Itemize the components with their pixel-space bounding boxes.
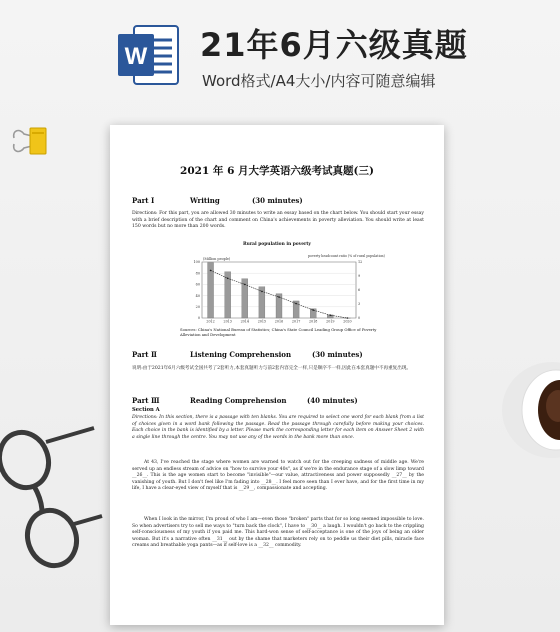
binder-clip-icon: [10, 124, 50, 158]
ratio-point: [312, 309, 314, 311]
ratio-point: [244, 284, 246, 286]
ratio-point: [227, 278, 229, 280]
y-tick-label: 0: [197, 316, 200, 321]
x-tick-label: 2014: [240, 319, 249, 324]
x-tick-label: 2017: [291, 319, 301, 324]
passage-paragraph-2: When I look in the mirror, I'm proud of who I am—even those "broken" parts that for so long seemed impossible to love. So when advertisers try to sell me ways to "turn back the clock", I have to __30__ a laugh. I wouldn't go back to the crippling self-consciousness of my youth if you paid me. This hard-won sense of self-acceptance is one of the joys of being an older woman. But it's a narrative often __31__ out by the shame that marketers rely on to peddle us their diet pills, miracle face creams and breathable yoga pants—as if self-love is a __32__ commodity.: [132, 517, 424, 549]
y2-tick-label: 9: [358, 274, 361, 279]
y2-tick-label: 12: [358, 260, 363, 265]
y-tick-label: 40: [195, 293, 200, 298]
part1-minutes: (30 minutes): [252, 196, 303, 205]
directions-reading: Directions: In this section, there is a passage with ten blanks. You are required to select one word for each blank from a list of choices given in a word bank following the passage. Read the passage through carefully before making your choices. Each choice in the bank is identified by a letter. Please mark the corresponding letter for each item on Answer Sheet 2 with a single line through the centre. You may not use any of the words in the bank more than once.: [132, 415, 424, 440]
y2-tick-label: 6: [358, 288, 361, 293]
poverty-chart: [180, 248, 385, 328]
y-tick-label: 100: [193, 260, 200, 265]
glasses-icon: [0, 420, 104, 590]
part2-label: Part Ⅱ: [132, 350, 157, 359]
ratio-point: [347, 317, 349, 319]
y-tick-label: 60: [195, 282, 200, 287]
document-title: 2021 年 6 月大学英语六级考试真题(三): [180, 165, 374, 177]
directions-writing: Directions: For this part, you are allowed 30 minutes to write an essay based on the chart below. You should start your essay with a brief description of the chart and comment on China's achievements in poverty alleviation. You should write at least 150 words but no more than 200 words.: [132, 211, 424, 230]
y-axis-label: (Million people): [203, 257, 231, 261]
ratio-point: [210, 270, 212, 272]
x-tick-label: 2013: [223, 319, 232, 324]
document-page: [110, 125, 444, 625]
part1-label: Part Ⅰ: [132, 196, 155, 205]
page-title: 21年6月六级真题: [200, 26, 468, 64]
part2-minutes: (30 minutes): [312, 350, 363, 359]
coffee-cup-icon: [500, 360, 560, 460]
word-app-icon: [116, 22, 182, 88]
x-tick-label: 2012: [206, 319, 215, 324]
chart-title: Rural population in poverty: [243, 242, 311, 247]
x-tick-label: 2018: [309, 319, 318, 324]
chart-source: Sources: China's National Bureau of Statistics; China's State Council Leading Group Office of Poverty Alleviation and Development: [180, 327, 377, 337]
ratio-point: [330, 314, 332, 316]
part3-label: Part Ⅲ: [132, 396, 160, 405]
y-tick-label: 80: [195, 271, 200, 276]
y-tick-label: 20: [195, 305, 200, 309]
ratio-point: [295, 303, 297, 305]
listening-note: 说明:由于2021年6月六级考试全国共考了2套听力,本套真题听力与前2套内容完全一样,只是顺序不一样,因此在本套真题中不再重复出现。: [132, 366, 412, 371]
ratio-point: [261, 291, 263, 293]
y2-axis-label: poverty headcount ratio (% of rural population): [308, 254, 385, 258]
part1-name: Writing: [190, 196, 220, 205]
part3-name: Reading Comprehension: [190, 396, 287, 405]
part2-name: Listening Comprehension: [190, 350, 292, 359]
x-tick-label: 2015: [257, 319, 267, 324]
section-a-heading: Section A: [132, 407, 160, 413]
x-tick-label: 2019: [326, 319, 335, 324]
y2-tick-label: 3: [358, 302, 361, 307]
ratio-point: [278, 296, 280, 298]
word-icon-letter: W: [124, 43, 148, 70]
x-tick-label: 2020: [343, 319, 352, 324]
part3-minutes: (40 minutes): [307, 396, 358, 405]
y2-tick-label: 0: [358, 316, 361, 321]
x-tick-label: 2016: [274, 319, 284, 324]
page-subtitle: Word格式/A4大小/内容可随意编辑: [202, 72, 436, 90]
passage-paragraph-1: At 43, I've reached the stage where women are warned to watch out for the creeping sadness of middle age. We're served up an endless stream of advice on "how to survive your 40s", as if we're in the endurance stage of a slow limp toward __26__. This is the age women start to become "invisible"—our value, attractiveness and power supposedly __27__ by the vanishing of youth. But I don't feel like I'm fading into __28__. I feel more seen than I ever have, and for the first time in my life, I have a clear-eyed view of myself that is __29__, compassionate and accepting.: [132, 460, 424, 492]
